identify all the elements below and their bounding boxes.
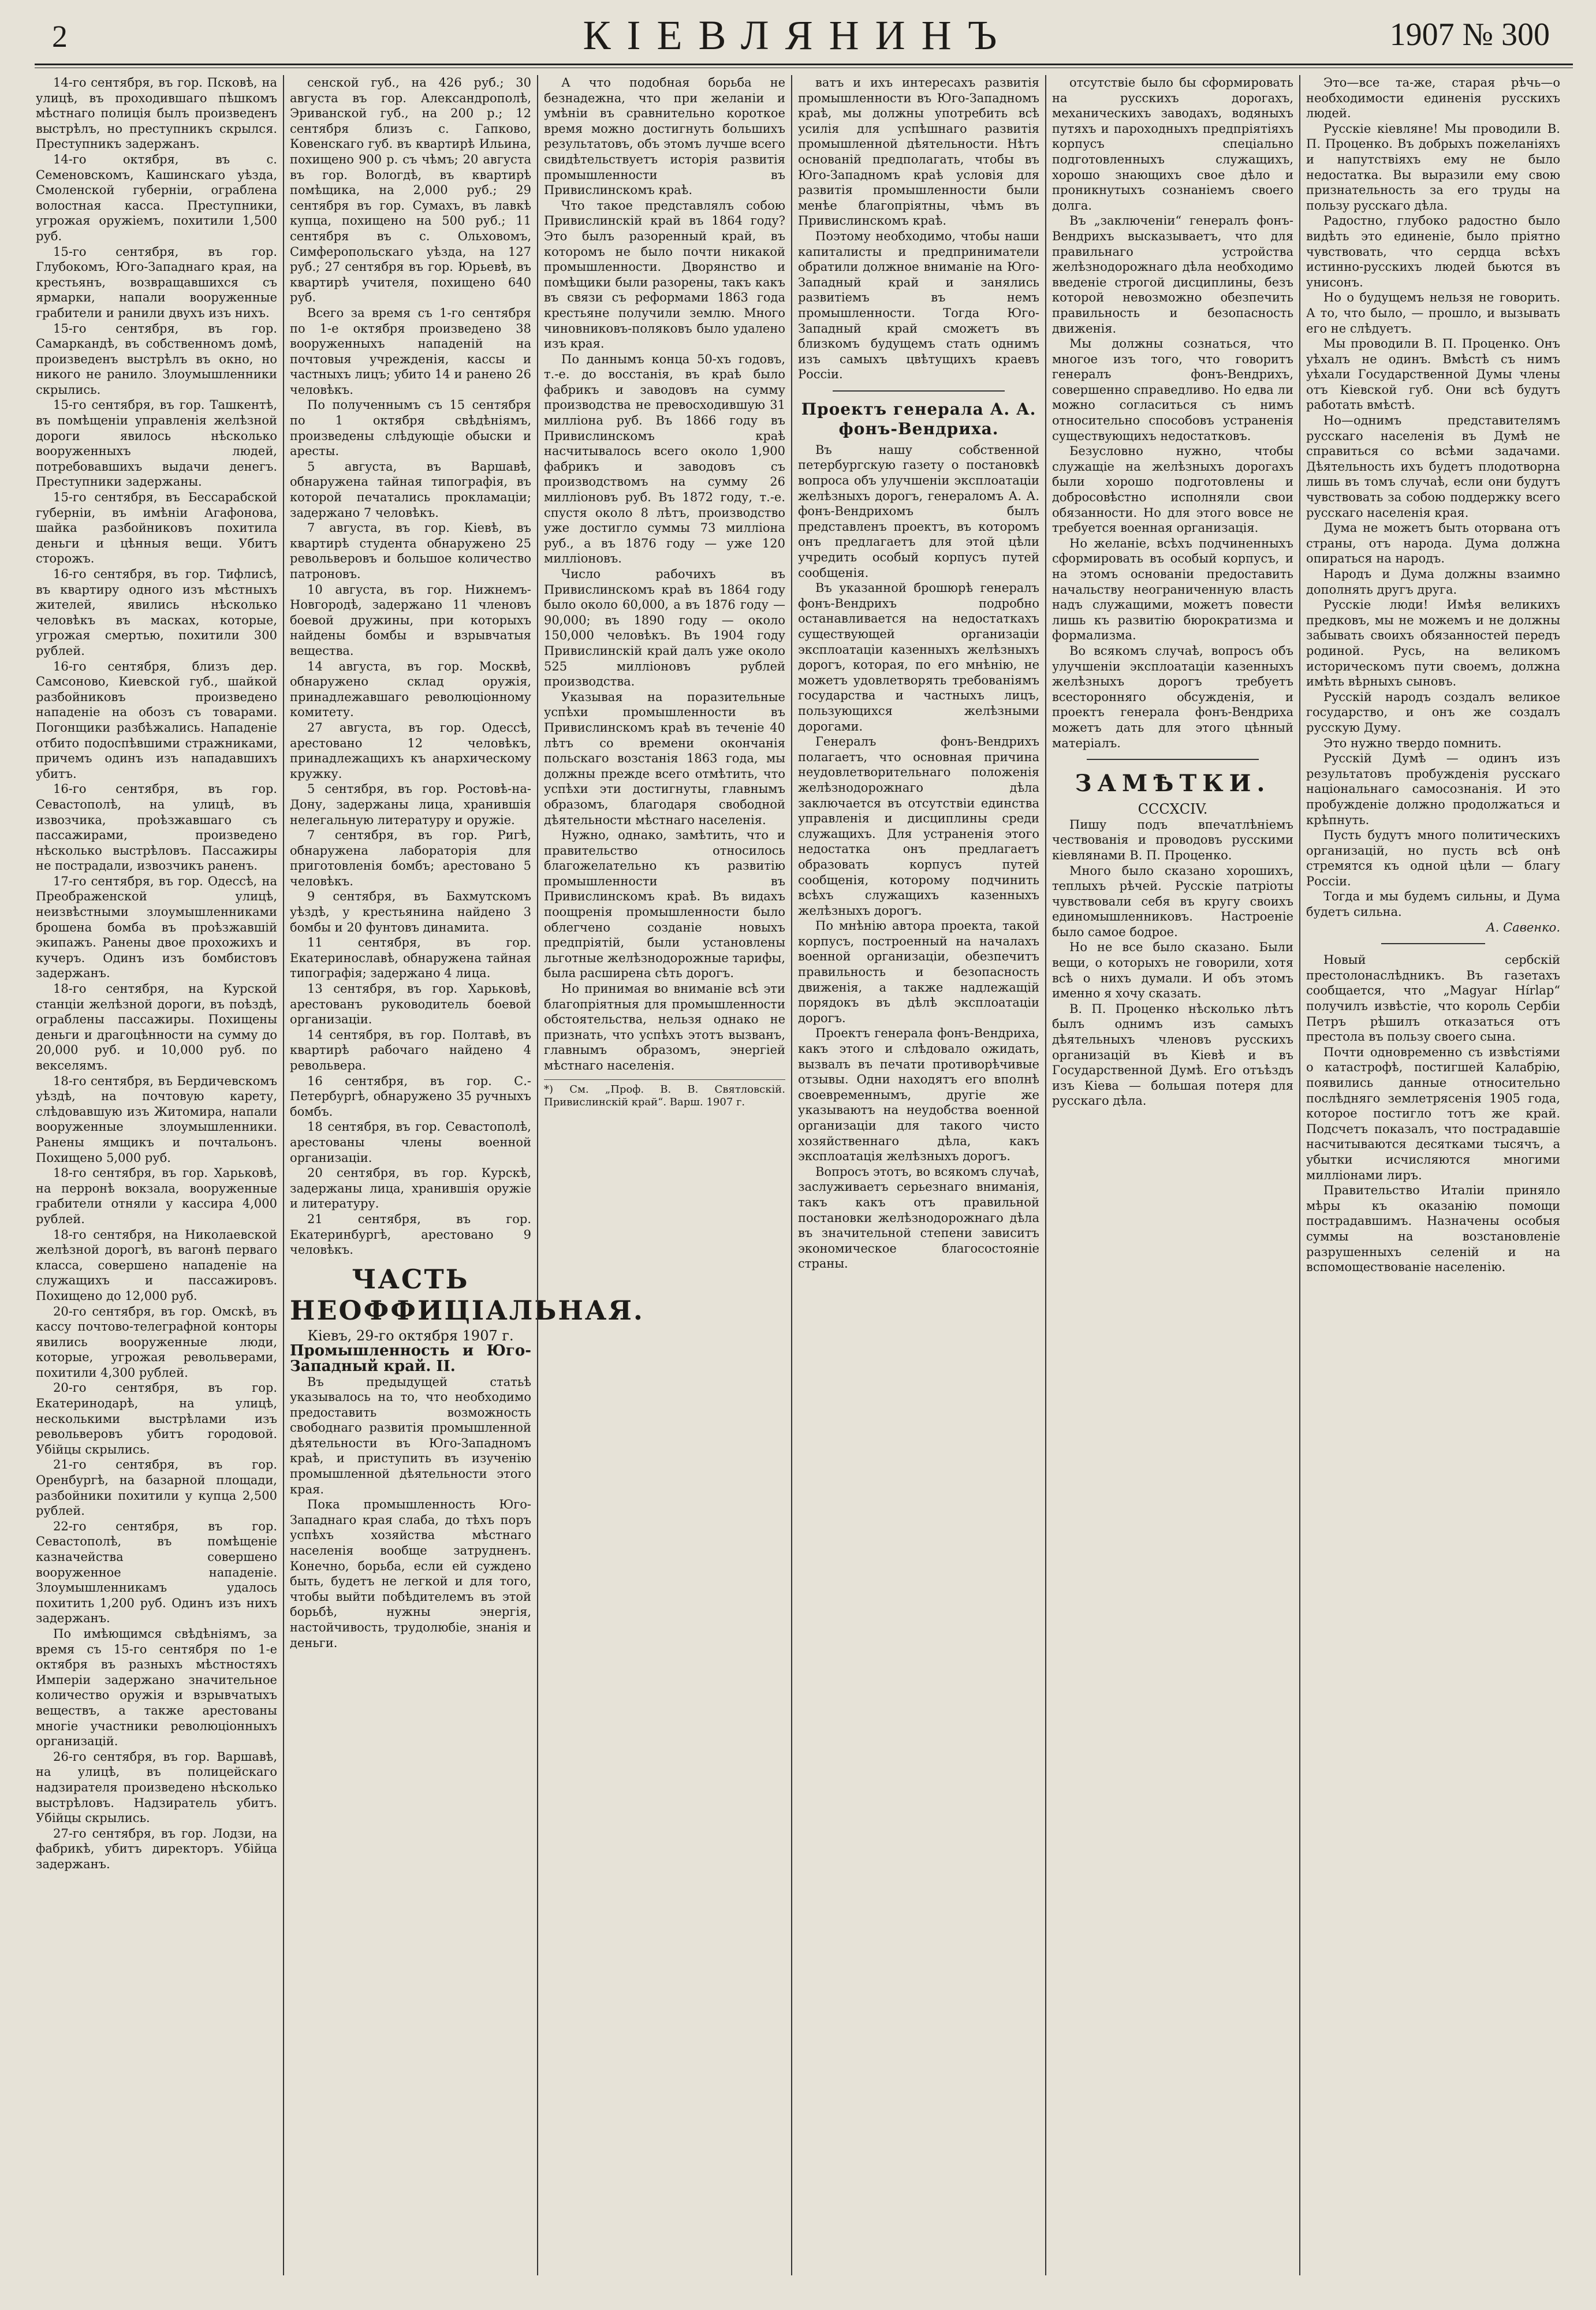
- paragraph: Пусть будутъ много политическихъ организацій, но пусть всѣ онѣ стремятся къ одной цѣли — благу Россіи.: [1306, 828, 1560, 888]
- column-divider: [537, 75, 538, 2275]
- paragraph: Русскій Думѣ — одинъ изъ результатовъ пробужденія русскаго національнаго самосознанія. И это пробужденіе должно продолжаться и крѣпнуть.: [1306, 751, 1560, 827]
- paragraph: Но—однимъ представителямъ русскаго населенія въ Думѣ не справиться со всѣми задачами. Дѣятельность ихъ будетъ плодотворна лишь въ томъ случаѣ, если они будутъ чувствовать за собою поддержку всего русскаго населенія края.: [1306, 413, 1560, 520]
- paragraph: Мы должны сознаться, что многое изъ того, что говоритъ генералъ фонъ-Вендрихъ, совершенно справедливо. Но едва ли можно согласиться съ нимъ относительно способовъ устраненія существующихъ недостатковъ.: [1052, 337, 1293, 443]
- paragraph: 20-го сентября, въ гор. Омскѣ, въ кассу почтово-телеграфной конторы явились вооруженные люди, которые, угрожая револьверами, похитили 4,300 рублей.: [36, 1304, 277, 1380]
- paragraph: 27 августа, въ гор. Одессѣ, арестовано 12 человѣкъ, принадлежащихъ къ анархическому кружку.: [290, 720, 531, 781]
- paragraph: По имѣющимся свѣдѣніямъ, за время съ 15-го сентября по 1-е октября въ разныхъ мѣстностяхъ Имперіи задержано значительное количество оружія и взрывчатыхъ веществъ, а также арестованы многіе участники революціонныхъ организацій.: [36, 1626, 277, 1749]
- paragraph: Русскіе кіевляне! Мы проводили В. П. Проценко. Въ добрыхъ пожеланіяхъ и напутствіяхъ ему не было недостатка. Вы выразили ему свою признательность за его труды на пользу русскаго дѣла.: [1306, 121, 1560, 213]
- paragraph: По полученнымъ съ 15 сентября по 1 октября свѣдѣніямъ, произведены слѣдующіе обыски и аресты.: [290, 398, 531, 459]
- newspaper-title: КІЕВЛЯНИНЪ: [583, 12, 1013, 58]
- paragraph: Въ нашу собственной петербургскую газету о постановкѣ вопроса объ улучшеніи эксплоатаціи желѣзныхъ дорогъ, генераломъ А. А. фонъ-Вендрихомъ былъ представленъ проектъ, въ которомъ онъ предлагаетъ для этой цѣли учредить особый корпусъ путей сообщенія.: [798, 442, 1039, 580]
- paragraph: Пока промышленность Юго-Западнаго края слаба, до тѣхъ поръ успѣхъ хозяйства мѣстнаго населенія вообще затрудненъ. Конечно, борьба, если ей суждено быть, будетъ не легкой и для того, чтобы выйти побѣдителемъ въ этой борьбѣ, нужны энергія, настойчивость, трудолюбіе, знанія и деньги.: [290, 1497, 531, 1650]
- paragraph: По мнѣнію автора проекта, такой корпусъ, построенный на началахъ военной организаціи, обезпечитъ правильность и безопасность движенія, а также надлежащій порядокъ въ дѣлѣ эксплоатаціи дорогъ.: [798, 919, 1039, 1025]
- paragraph: 15-го сентября, въ гор. Глубокомъ, Юго-Западнаго края, на крестьянъ, возвращавшихся съ ярмарки, напали вооруженные грабители и ранили двухъ изъ нихъ.: [36, 244, 277, 320]
- paragraph: 26-го сентября, въ гор. Варшавѣ, на улицѣ, въ полицейскаго надзирателя произведено нѣсколько выстрѣловъ. Надзиратель убитъ. Убійцы скрылись.: [36, 1749, 277, 1825]
- paragraph: 18-го сентября, въ гор. Харьковѣ, на перронѣ вокзала, вооруженные грабители отняли у кассира 4,000 рублей.: [36, 1166, 277, 1226]
- paragraph: 16-го сентября, въ гор. Севастополѣ, на улицѣ, въ извозчика, проѣзжавшаго съ пассажирами, произведено нѣсколько выстрѣловъ. Пассажиры не пострадали, извозчикъ раненъ.: [36, 782, 277, 873]
- paragraph: Это—все та-же, старая рѣчь—о необходимости единенія русскихъ людей.: [1306, 76, 1560, 121]
- paragraph: Почти одновременно съ извѣстіями о катастрофѣ, постигшей Калабрію, появились данные относительно послѣдняго землетрясенія 1905 года, которое постигло тотъ же край. Подсчетъ показалъ, что пострадавшіе насчитываются десятками тысячъ, а убытки исчисляются многими милліонами лиръ.: [1306, 1045, 1560, 1182]
- paragraph: 15-го сентября, въ гор. Самаркандѣ, въ собственномъ домѣ, произведенъ выстрѣлъ въ окно, но никого не ранило. Злоумышленники скрылись.: [36, 321, 277, 397]
- paragraph: Безусловно нужно, чтобы служащіе на желѣзныхъ дорогахъ были хорошо подготовлены и добросовѣстно исполняли свои обязанности. Но для этого вовсе не требуется военная организація.: [1052, 444, 1293, 535]
- separator: [1087, 759, 1259, 760]
- dateline: Кіевъ, 29-го октября 1907 г.: [307, 1327, 514, 1344]
- paragraph: Поэтому необходимо, чтобы наши капиталисты и предприниматели обратили должное вниманіе на Юго-Западный край и занялись развитіемъ въ немъ промышленности. Тогда Юго-Западный край сможетъ въ близкомъ будущемъ стать однимъ изъ самыхъ цвѣтущихъ краевъ Россіи.: [798, 229, 1039, 382]
- column-divider: [283, 75, 284, 2275]
- paragraph: 16-го сентября, въ гор. Тифлисѣ, въ квартиру одного изъ мѣстныхъ жителей, явились нѣсколько человѣкъ въ масках, которые, угрожая смертью, похитили 300 рублей.: [36, 567, 277, 658]
- column-6-news-text: [1306, 952, 1560, 1275]
- paragraph: Русскіе люди! Имѣя великихъ предковъ, мы не можемъ и не должны забывать своихъ обязанностей передъ родиной. Русь, на великомъ историческомъ пути своемъ, должна имѣть вѣрныхъ сыновъ.: [1306, 598, 1560, 689]
- paragraph: Указывая на поразительные успѣхи промышленности въ Привислинскомъ краѣ въ теченіе 40 лѣтъ со времени окончанія польскаго возстанія 1863 года, мы должны прежде всего отмѣтить, что успѣхи эти достигнуты, главнымъ образомъ, благодаря свободной дѣятельности мѣстнаго населенія.: [544, 690, 785, 827]
- notes-number: СССХСІV.: [1138, 801, 1208, 818]
- paragraph: 7 сентября, въ гор. Ригѣ, обнаружена лабораторія для приготовленія бомбъ; арестовано 5 человѣкъ.: [290, 828, 531, 888]
- paragraph: Но принимая во вниманіе всѣ эти благопріятныя для промышленности обстоятельства, нельзя однако не признать, что успѣхъ этотъ вызванъ, главнымъ образомъ, энергіей мѣстнаго населенія.: [544, 982, 785, 1072]
- paragraph: 21-го сентября, въ гор. Оренбургѣ, на базарной площади, разбойники похитили у купца 2,500 рублей.: [36, 1458, 277, 1518]
- paragraph: Мы проводили В. П. Проценко. Онъ уѣхалъ не одинъ. Вмѣстѣ съ нимъ уѣхали Государственной Думы члены отъ Кіевской губ. Они всѣ будутъ работать вмѣстѣ.: [1306, 337, 1560, 412]
- column-divider: [1045, 75, 1046, 2275]
- column-divider: [791, 75, 792, 2275]
- paragraph: Русскій народъ создалъ великое государство, и онъ же создалъ русскую Думу.: [1306, 690, 1560, 735]
- paragraph: 15-го сентября, въ гор. Ташкентѣ, въ помѣщеніи управленія желѣзной дороги явилось нѣсколько вооруженныхъ людей, потребовавшихъ выдачи денегъ. Преступники задержаны.: [36, 398, 277, 489]
- paragraph: 18 сентября, въ гор. Севастополѣ, арестованы члены военной организаціи.: [290, 1120, 531, 1165]
- paragraph: Вопросъ этотъ, во всякомъ случаѣ, заслуживаетъ серьезнаго вниманія, такъ какъ отъ правильной постановки желѣзнодорожнаго дѣла въ значительной степени зависитъ экономическое благосостояніе страны.: [798, 1164, 1039, 1271]
- paragraph: Новый сербскій престолонаслѣдникъ. Въ газетахъ сообщается, что „Magyar Hírlap“ получилъ извѣстіе, что король Сербіи Петръ рѣшилъ отказаться отъ престола въ пользу своего сына.: [1306, 953, 1560, 1044]
- column-5: [1052, 75, 1293, 2275]
- paragraph: Народъ и Дума должны взаимно дополнять другъ друга.: [1306, 567, 1560, 597]
- column-4: [798, 75, 1039, 2275]
- paragraph: Число рабочихъ въ Привислинскомъ краѣ въ 1864 году было около 60,000, а въ 1876 году — 90,000; въ 1890 году — около 150,000 человѣкъ. Въ 1904 году Привислинскій край далъ уже около 525 милліоновъ рублей производства.: [544, 567, 785, 689]
- column-5-text: [1052, 75, 1293, 751]
- paragraph: Въ предыдущей статьѣ указывалось на то, что необходимо предоставить возможность свободнаго развитія промышленной дѣятельности въ Юго-Западномъ краѣ, и приступить въ изученію промышленной дѣятельности этого края.: [290, 1374, 531, 1496]
- column-2-text: [290, 75, 531, 1258]
- article-wendrich-text: [798, 442, 1039, 1272]
- paragraph: 16-го сентября, близъ дер. Самсоново, Киевской губ., шайкой разбойниковъ произведено нападеніе на обозъ съ товарами. Погонщики разбѣжались. Нападеніе отбито подоспѣвшими стражниками, причемъ одинъ изъ нападавшихъ убитъ.: [36, 659, 277, 781]
- paragraph: 15-го сентября, въ Бессарабской губерніи, въ имѣніи Агафонова, шайка разбойниковъ похитила деньги и цѣнныя вещи. Убитъ сторожъ.: [36, 490, 277, 566]
- article-subheading: Промышленность и Юго-Западный край. II.: [290, 1342, 531, 1375]
- paragraph: сенской губ., на 426 руб.; 30 августа въ гор. Александрополѣ, Эриванской губ., на 200 р.; 12 сентября близъ с. Гапково, Ковенскаго губ. въ квартирѣ Ильина, похищено 900 р. съ чѣмъ; 20 августа въ гор. Вологдѣ, въ квартирѣ помѣщика, на 2,000 руб.; 29 сентября въ гор. Сумахъ, въ лавкѣ купца, похищено на 500 руб.; 11 сентября въ с. Ольховомъ, Симферопольскаго уѣзда, на 127 руб.; 27 сентября въ гор. Юрьевѣ, въ квартирѣ учителя, похищено 640 руб.: [290, 76, 531, 305]
- section-heading-unofficial: ЧАСТЬ НЕОФФИЦІАЛЬНАЯ.: [290, 1263, 644, 1326]
- paragraph: 14 сентября, въ гор. Полтавѣ, въ квартирѣ рабочаго найдено 4 револьвера.: [290, 1027, 531, 1072]
- paragraph: 9 сентября, въ Бахмутскомъ уѣздѣ, у крестьянина найдено 3 бомбы и 20 фунтовъ динамита.: [290, 889, 531, 934]
- paragraph: 17-го сентября, въ гор. Одессѣ, на Преображенской улицѣ, неизвѣстными злоумышленниками брошена бомба въ проѣзжавшій экипажъ. Ранены двое прохожихъ и кучеръ. Одинъ изъ бомбистовъ задержанъ.: [36, 874, 277, 981]
- paragraph: 18-го сентября, на Николаевской желѣзной дорогѣ, въ вагонѣ перваго класса, совершено нападеніе на служащихъ и пассажировъ. Похищено до 12,000 руб.: [36, 1227, 277, 1303]
- author-signature: А. Савенко.: [1486, 920, 1560, 934]
- paragraph: 5 августа, въ Варшавѣ, обнаружена тайная типографія, въ которой печатались прокламаціи; задержано 7 человѣкъ.: [290, 459, 531, 520]
- paragraph: А что подобная борьба не безнадежна, что при желаніи и умѣніи въ сравнительно короткое время можно достигнуть большихъ результатовъ, объ этомъ лучше всего свидѣтельствуетъ исторія развитія промышленности въ Привислинскомъ краѣ.: [544, 76, 785, 198]
- issue-number: 1907 № 300: [1389, 17, 1550, 53]
- paragraph: 21 сентября, въ гор. Екатеринбургѣ, арестовано 9 человѣкъ.: [290, 1212, 531, 1257]
- paragraph: Но о будущемъ нельзя не говорить. А то, что было, — прошло, и вызывать его не слѣдуетъ.: [1306, 290, 1560, 336]
- paragraph: Въ „заключеніи“ генералъ фонъ-Вендрихъ высказываетъ, что для правильнаго устройства желѣзнодорожнаго дѣла необходимо введеніе строгой дисциплины, безъ которой невозможно обезпечить правильность и безопасность движенія.: [1052, 214, 1293, 336]
- paragraph: Это нужно твердо помнить.: [1323, 736, 1502, 750]
- paragraph: Пишу подъ впечатлѣніемъ чествованія и проводовъ русскими кіевлянами В. П. Проценко.: [1052, 817, 1293, 862]
- notes-heading: ЗАМѢТКИ.: [1075, 770, 1271, 798]
- paragraph: Всего за время съ 1-го сентября по 1-е октября произведено 38 вооруженныхъ нападеній на почтовыя учрежденія, кассы и частныхъ лицъ; убито 14 и ранено 26 человѣкъ.: [290, 305, 531, 397]
- paragraph: 14-го сентября, въ гор. Псковѣ, на улицѣ, въ проходившаго пѣшкомъ мѣстнаго полиція былъ произведенъ выстрѣлъ, но преступникъ скрылся. Преступникъ задержанъ.: [36, 76, 277, 151]
- paragraph: Тогда и мы будемъ сильны, и Дума будетъ сильна.: [1306, 889, 1560, 919]
- paragraph: 27-го сентября, въ гор. Лодзи, на фабрикѣ, убитъ директоръ. Убійца задержанъ.: [36, 1826, 277, 1871]
- column-2: [290, 75, 644, 2275]
- paragraph: Въ указанной брошюрѣ генералъ фонъ-Вендрихъ подробно останавливается на недостаткахъ существующей организаціи эксплоатаціи казенныхъ желѣзныхъ дорогъ, которая, по его мнѣнію, не можетъ удовлетворять требованіямъ государства и частныхъ лицъ, пользующихся желѣзными дорогами.: [798, 581, 1039, 733]
- paragraph: Но не все было сказано. Были вещи, о которыхъ не говорили, хотя всѣ о нихъ думали. И объ этомъ именно я хочу сказать.: [1052, 940, 1293, 1001]
- paragraph: Дума не можетъ быть оторвана отъ страны, отъ народа. Дума должна опираться на народъ.: [1306, 521, 1560, 566]
- paragraph: Много было сказано хорошихъ, теплыхъ рѣчей. Русскіе патріоты чувствовали себя въ кругу своихъ единомышленниковъ. Настроеніе было самое бодрое.: [1052, 863, 1293, 939]
- column-3-text: [544, 75, 785, 1074]
- separator: [1381, 943, 1485, 944]
- paragraph: Проектъ генерала фонъ-Вендриха, какъ этого и слѣдовало ожидать, вызвалъ въ печати противорѣчивые отзывы. Одни находятъ его вполнѣ своевременнымъ, другіе же указываютъ на неудобства военной организаціи для такого чисто хозяйственнаго дѣла, какъ эксплоатація желѣзныхъ дорогъ.: [798, 1026, 1039, 1164]
- paragraph: 11 сентября, въ гор. Екатеринославѣ, обнаружена тайная типографія; задержано 4 лица.: [290, 936, 531, 981]
- paragraph: 14 августа, въ гор. Москвѣ, обнаружено склад оружія, принадлежавшаго революціонному комитету.: [290, 659, 531, 720]
- masthead: [35, 12, 1561, 64]
- paragraph: 18-го сентября, на Курской станціи желѣзной дороги, въ поѣздѣ, ограблены пассажиры. Похищены деньги и драгоцѣнности на сумму до 20,000 руб. и 10,000 руб. по векселямъ.: [36, 982, 277, 1072]
- paragraph: 20-го сентября, въ гор. Екатеринодарѣ, на улицѣ, несколькими выстрѣлами изъ револьверовъ убитъ городовой. Убійцы скрылись.: [36, 1381, 277, 1456]
- paragraph: Что такое представлялъ собою Привислинскій край въ 1864 году? Это былъ разоренный край, въ которомъ не было почти никакой промышленности. Дворянство и помѣщики были разорены, такъ какъ въ связи съ реформами 1863 года крестьяне получили землю. Много чиновниковъ-поляковъ было удалено изъ края.: [544, 198, 785, 351]
- column-1: [36, 75, 277, 2275]
- article-industry-text: [290, 1374, 531, 1651]
- footnote: *) См. „Проф. В. В. Святловскій. Привислинскій край“. Варш. 1907 г.: [544, 1079, 785, 1109]
- paragraph: 13 сентября, въ гор. Харьковѣ, арестованъ руководитель боевой организаціи.: [290, 982, 531, 1027]
- paragraph: 10 августа, въ гор. Нижнемъ-Новгородѣ, задержано 11 членовъ боевой дружины, при которыхъ найдены бомбы и взрывчатыя вещества.: [290, 582, 531, 658]
- paragraph: 5 сентября, въ гор. Ростовѣ-на-Дону, задержаны лица, хранившія нелегальную литературу и оружіе.: [290, 782, 531, 827]
- page-number: 2: [52, 19, 68, 54]
- paragraph: 22-го сентября, въ гор. Севастополѣ, въ помѣщеніе казначейства совершено вооруженное нападеніе. Злоумышленникамъ удалось похитить 1,200 руб. Одинъ изъ нихъ задержанъ.: [36, 1519, 277, 1626]
- paragraph: В. П. Проценко нѣсколько лѣтъ былъ однимъ изъ самыхъ дѣятельныхъ членовъ русскихъ организацій въ Кіевѣ и въ Государственной Думѣ. Его отъѣздъ изъ Кіева — большая потеря для русскаго дѣла.: [1052, 1001, 1293, 1108]
- column-6-text: [1306, 75, 1560, 920]
- paragraph: Радостно, глубоко радостно было видѣть это единеніе, было пріятно чувствовать, что сердца всѣхъ истинно-русскихъ людей бьются въ унисонъ.: [1306, 214, 1560, 289]
- paragraph: Правительство Италіи приняло мѣры къ оказанію помощи пострадавшимъ. Назначены особыя суммы на возстановленіе разрушенныхъ селеній и на вспомоществованіе населенію.: [1306, 1183, 1560, 1275]
- paragraph: 7 августа, въ гор. Кіевѣ, въ квартирѣ студента обнаружено 25 револьверовъ и большое количество патроновъ.: [290, 521, 531, 581]
- column-4-text: [798, 75, 1039, 382]
- masthead-rule: [35, 64, 1573, 68]
- paragraph: Во всякомъ случаѣ, вопросъ объ улучшеніи эксплоатаціи казенныхъ желѣзныхъ дорогъ требуетъ всесторонняго обсужденія, и проектъ генерала фонъ-Вендриха можетъ дать для этого цѣнный матеріалъ.: [1052, 643, 1293, 750]
- paragraph: Генералъ фонъ-Вендрихъ полагаетъ, что основная причина неудовлетворительнаго положенія желѣзнодорожнаго дѣла заключается въ отсутствіи единства управленія и дисциплины среди служащихъ. Для устраненія этого недостатка онъ предлагаетъ образовать корпусъ путей сообщенія, которому подчинить всѣхъ служащихъ казенныхъ желѣзныхъ дорогъ.: [798, 735, 1039, 918]
- paragraph: Но желаніе, всѣхъ подчиненныхъ сформировать въ особый корпусъ, и на этомъ основаніи предоставить начальству неограниченную власть надъ служащими, можетъ повести лишь къ развитію бюрократизма и формализма.: [1052, 536, 1293, 643]
- paragraph: отсутствіе было бы сформировать на русскихъ дорогахъ, механическихъ заводахъ, водяныхъ путяхъ и пароходныхъ предпріятіяхъ корпусъ спеціально подготовленныхъ служащихъ, хорошо знающихъ свое дѣло и проникнутыхъ сознаніемъ своего долга.: [1052, 76, 1293, 213]
- column-6: [1306, 75, 1560, 2275]
- paragraph: 20 сентября, въ гор. Курскѣ, задержаны лица, хранившія оружіе и литературу.: [290, 1166, 531, 1211]
- paragraph: 18-го сентября, въ Бердичевскомъ уѣздѣ, на почтовую карету, слѣдовавшую изъ Житомира, напали вооруженные злоумышленники. Ранены ямщикъ и почтальонъ. Похищено 5,000 руб.: [36, 1074, 277, 1165]
- paragraph: 16 сентября, въ гор. С.-Петербургѣ, обнаружено 35 ручныхъ бомбъ.: [290, 1074, 531, 1119]
- separator: [833, 390, 1005, 392]
- notes-text: [1052, 817, 1293, 1109]
- article-heading-wendrich: Проектъ генерала А. А. фонъ-Вендриха.: [801, 399, 1036, 438]
- paragraph: 14-го октября, въ с. Семеновскомъ, Кашинскаго уѣзда, Смоленской губерніи, ограблена волостная касса. Преступники, угрожая оружіемъ, похитили 1,500 руб.: [36, 152, 277, 243]
- column-3: [544, 75, 785, 2275]
- paragraph: Нужно, однако, замѣтить, что и правительство относилось благожелательно къ развитію промышленности въ Привислинскомъ краѣ. Въ видахъ поощренія промышленности было облегчено созданіе новыхъ предпріятій, были установлены льготные желѣзнодорожные тарифы, была расширена сѣть дорогъ.: [544, 828, 785, 981]
- column-1-text: [36, 75, 277, 1872]
- column-divider: [1299, 75, 1300, 2275]
- paragraph: ватъ и ихъ интересахъ развитія промышленности въ Юго-Западномъ краѣ, мы должны употребить всѣ усилія для успѣшнаго развитія промышленной дѣятельности. Нѣтъ основаній предполагать, чтобы въ Юго-Западномъ краѣ условія для развитія промышленности были менѣе благопріятны, чѣмъ въ Привислинскомъ краѣ.: [798, 76, 1039, 228]
- paragraph: По даннымъ конца 50-хъ годовъ, т.-е. до восстанія, въ краѣ было фабрикъ и заводовъ на сумму производства не превосходившую 31 милліона руб. Въ 1866 году въ Привислинскомъ краѣ насчитывалось всего около 1,900 фабрикъ и заводовъ съ производствомъ на сумму 26 милліоновъ руб. Въ 1872 году, т.-е. спустя около 8 лѣтъ, производство уже достигло суммы 73 милліона руб., а въ 1876 году — уже 120 милліоновъ.: [544, 352, 785, 566]
